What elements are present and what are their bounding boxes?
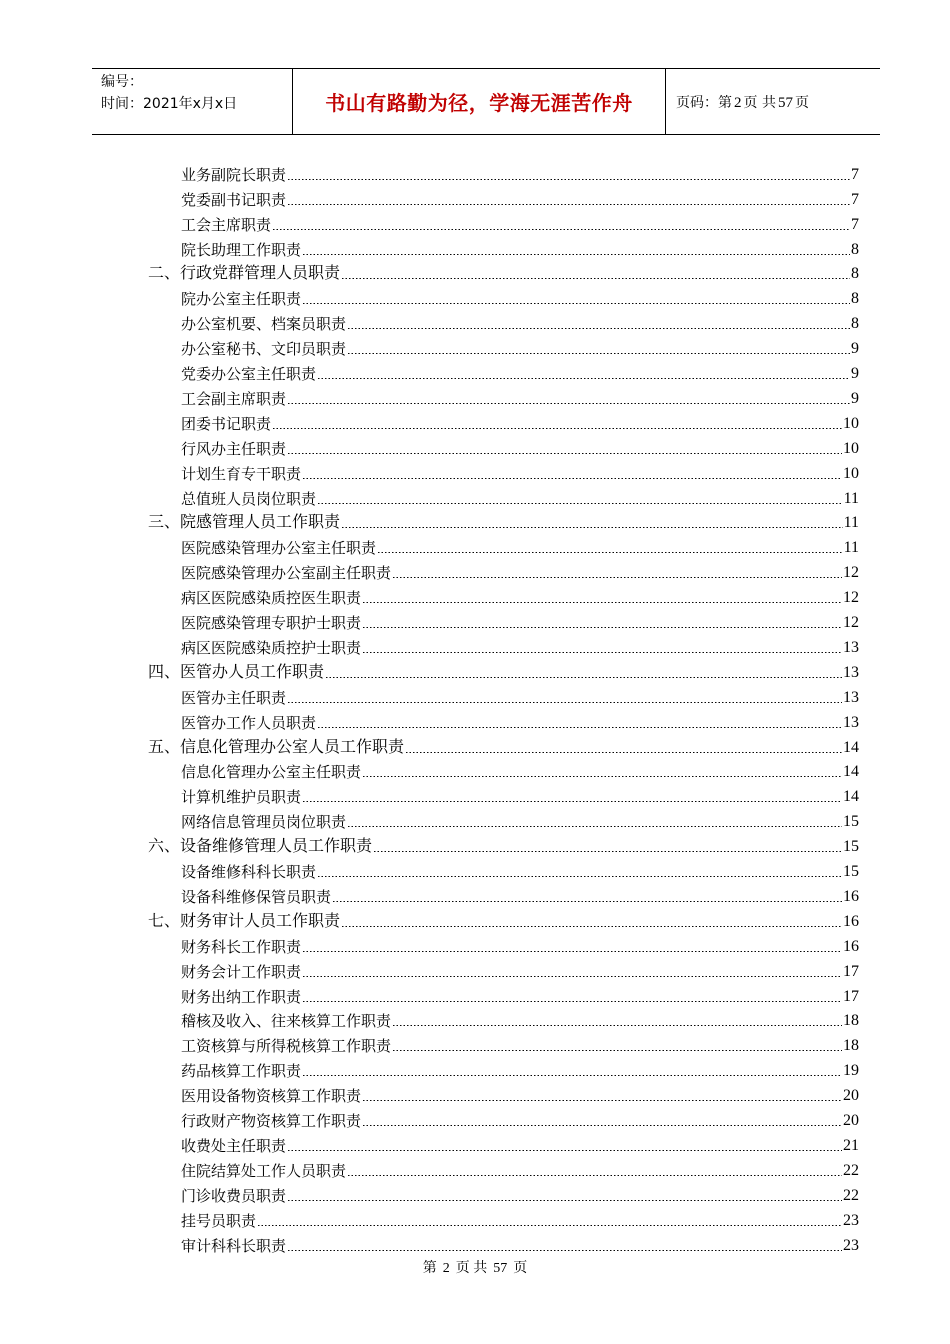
- toc-entry[interactable]: [181, 534, 859, 559]
- toc-dot-leader: [302, 478, 842, 479]
- toc-dot-leader: [302, 951, 842, 952]
- toc-entry-page-number: 15: [843, 813, 859, 831]
- toc-entry-page-number: 7: [851, 165, 859, 183]
- toc-entry-page-number: 12: [843, 589, 859, 607]
- toc-entry-page-number: 15: [843, 838, 859, 856]
- toc-entry[interactable]: [181, 1007, 859, 1032]
- toc-dot-leader: [325, 677, 842, 678]
- toc-entry-title: 院办公室主任职责: [181, 290, 302, 309]
- toc-entry-title: 计算机维护员职责: [181, 788, 302, 807]
- toc-entry-title: 业务副院长职责: [181, 165, 287, 184]
- header-page-cell: [666, 69, 880, 134]
- toc-entry[interactable]: [181, 957, 859, 982]
- toc-dot-leader: [392, 1050, 842, 1051]
- toc-dot-leader: [287, 179, 850, 180]
- toc-entry[interactable]: [181, 1081, 859, 1106]
- toc-dot-leader: [317, 378, 850, 379]
- toc-entry-page-number: 18: [843, 1012, 859, 1030]
- toc-entry-title: 病区医院感染质控医生职责: [181, 589, 362, 608]
- toc-entry[interactable]: [181, 857, 859, 882]
- toc-entry-page-number: 13: [843, 713, 859, 731]
- toc-entry[interactable]: [181, 1056, 859, 1081]
- toc-dot-leader: [317, 727, 842, 728]
- toc-entry-title: 党委办公室主任职责: [181, 365, 317, 384]
- toc-dot-leader: [392, 577, 842, 578]
- toc-dot-leader: [302, 303, 850, 304]
- toc-entry-title: 医管办工作人员职责: [181, 713, 317, 732]
- toc-dot-leader: [287, 204, 850, 205]
- toc-dot-leader: [302, 254, 850, 255]
- toc-entry-page-number: 11: [843, 489, 859, 507]
- toc-entry-title: 计划生育专干职责: [181, 464, 302, 483]
- toc-entry[interactable]: [181, 758, 859, 783]
- toc-entry[interactable]: [181, 583, 859, 608]
- toc-entry[interactable]: [181, 384, 859, 409]
- toc-entry-page-number: 18: [843, 1037, 859, 1055]
- toc-entry[interactable]: [181, 359, 859, 384]
- toc-dot-leader: [373, 851, 842, 852]
- toc-entry-page-number: 16: [843, 937, 859, 955]
- toc-entry[interactable]: [181, 783, 859, 808]
- toc-entry-page-number: 14: [843, 788, 859, 806]
- toc-entry-title: 财务科长工作职责: [181, 937, 302, 956]
- toc-entry-title: 门诊收费员职责: [181, 1186, 287, 1205]
- toc-entry-title: 工会主席职责: [181, 215, 272, 234]
- toc-entry-title: 财务出纳工作职责: [181, 987, 302, 1006]
- toc-dot-leader: [362, 602, 842, 603]
- toc-entry-page-number: 9: [851, 365, 859, 383]
- toc-entry-title: 医用设备物资核算工作职责: [181, 1087, 362, 1106]
- header-motto-cell: [293, 69, 666, 134]
- toc-entry[interactable]: [181, 608, 859, 633]
- document-number-label: 编号：: [101, 74, 143, 90]
- toc-entry-title: 七、财务审计人员工作职责: [148, 912, 341, 930]
- toc-section-entry[interactable]: [148, 658, 859, 683]
- toc-entry-page-number: 21: [843, 1136, 859, 1154]
- toc-entry-page-number: 13: [843, 688, 859, 706]
- toc-entry-page-number: 12: [843, 564, 859, 582]
- page-header-table: [92, 68, 880, 135]
- toc-entry[interactable]: [181, 285, 859, 310]
- toc-entry-page-number: 22: [843, 1161, 859, 1179]
- footer-page-number: 2: [442, 1261, 450, 1276]
- toc-entry-title: 六、设备维修管理人员工作职责: [148, 838, 373, 856]
- toc-entry[interactable]: [181, 185, 859, 210]
- toc-dot-leader: [347, 328, 850, 329]
- toc-entry-title: 医院感染管理办公室副主任职责: [181, 564, 392, 583]
- toc-entry[interactable]: [181, 1032, 859, 1057]
- toc-entry-title: 二、行政党群管理人员职责: [148, 265, 341, 283]
- toc-entry-title: 四、医管办人员工作职责: [148, 663, 325, 681]
- toc-entry-page-number: 23: [843, 1236, 859, 1254]
- toc-entry[interactable]: [181, 309, 859, 334]
- toc-dot-leader: [272, 229, 850, 230]
- toc-entry[interactable]: [181, 932, 859, 957]
- toc-entry[interactable]: [181, 1106, 859, 1131]
- toc-dot-leader: [287, 453, 842, 454]
- toc-entry[interactable]: [181, 683, 859, 708]
- toc-dot-leader: [287, 702, 842, 703]
- toc-entry-page-number: 7: [851, 190, 859, 208]
- toc-entry-title: 稽核及收入、往来核算工作职责: [181, 1012, 392, 1031]
- toc-entry-page-number: 23: [843, 1211, 859, 1229]
- toc-entry-title: 行政财产物资核算工作职责: [181, 1112, 362, 1131]
- toc-entry-page-number: 10: [843, 414, 859, 432]
- toc-entry-title: 五、信息化管理办公室人员工作职责: [148, 738, 405, 756]
- toc-entry-title: 行风办主任职责: [181, 439, 287, 458]
- toc-entry[interactable]: [181, 459, 859, 484]
- toc-entry-title: 总值班人员岗位职责: [181, 489, 317, 508]
- toc-entry[interactable]: [181, 1131, 859, 1156]
- toc-entry-title: 三、院感管理人员工作职责: [148, 514, 341, 532]
- toc-entry-page-number: 20: [843, 1112, 859, 1130]
- toc-entry-title: 医院感染管理专职护士职责: [181, 614, 362, 633]
- toc-section-entry[interactable]: [148, 832, 859, 857]
- toc-section-entry[interactable]: [148, 509, 859, 534]
- toc-dot-leader: [317, 503, 843, 504]
- toc-section-entry[interactable]: [148, 260, 859, 285]
- toc-entry[interactable]: [181, 334, 859, 359]
- toc-entry-title: 财务会计工作职责: [181, 962, 302, 981]
- toc-entry-title: 工会副主席职责: [181, 389, 287, 408]
- toc-entry-title: 工资核算与所得税核算工作职责: [181, 1037, 392, 1056]
- toc-entry-title: 设备维修科科长职责: [181, 863, 317, 882]
- toc-entry-page-number: 13: [843, 638, 859, 656]
- toc-dot-leader: [341, 926, 842, 927]
- toc-entry-page-number: 20: [843, 1087, 859, 1105]
- toc-section-entry[interactable]: [148, 733, 859, 758]
- toc-dot-leader: [392, 1025, 842, 1026]
- toc-entry-page-number: 14: [843, 763, 859, 781]
- toc-dot-leader: [287, 403, 850, 404]
- toc-entry-title: 设备科维修保管员职责: [181, 887, 332, 906]
- toc-entry-title: 医管办主任职责: [181, 688, 287, 707]
- toc-entry[interactable]: [181, 160, 859, 185]
- toc-entry-title: 医院感染管理办公室主任职责: [181, 539, 377, 558]
- toc-entry[interactable]: [181, 434, 859, 459]
- toc-entry-page-number: 16: [843, 912, 859, 930]
- toc-entry-page-number: 10: [843, 464, 859, 482]
- toc-dot-leader: [341, 527, 843, 528]
- toc-dot-leader: [302, 976, 842, 977]
- toc-entry-page-number: 11: [843, 539, 859, 557]
- toc-entry-title: 办公室机要、档案员职责: [181, 315, 347, 334]
- toc-entry[interactable]: [181, 1156, 859, 1181]
- toc-entry-page-number: 8: [851, 315, 859, 333]
- toc-entry-page-number: 13: [843, 663, 859, 681]
- toc-entry-page-number: 7: [851, 215, 859, 233]
- toc-entry-title: 病区医院感染质控护士职责: [181, 638, 362, 657]
- toc-entry[interactable]: [181, 1231, 859, 1256]
- toc-entry[interactable]: [181, 484, 859, 509]
- toc-entry-page-number: 11: [843, 514, 859, 532]
- toc-dot-leader: [347, 1175, 842, 1176]
- toc-entry-page-number: 16: [843, 887, 859, 905]
- toc-entry[interactable]: [181, 210, 859, 235]
- toc-dot-leader: [302, 801, 842, 802]
- toc-entry-page-number: 17: [843, 962, 859, 980]
- toc-section-entry[interactable]: [148, 907, 859, 932]
- toc-dot-leader: [362, 652, 842, 653]
- toc-entry[interactable]: [181, 1206, 859, 1231]
- toc-dot-leader: [272, 428, 842, 429]
- header-motto: 书山有路勤为径，学海无涯苦作舟: [325, 91, 633, 115]
- toc-dot-leader: [362, 1125, 842, 1126]
- toc-dot-leader: [377, 552, 843, 553]
- toc-dot-leader: [341, 278, 850, 279]
- toc-entry-title: 住院结算处工作人员职责: [181, 1161, 347, 1180]
- toc-dot-leader: [257, 1225, 842, 1226]
- toc-dot-leader: [362, 1100, 842, 1101]
- toc-entry[interactable]: [181, 807, 859, 832]
- toc-dot-leader: [317, 876, 842, 877]
- toc-dot-leader: [362, 776, 842, 777]
- toc-entry-page-number: 19: [843, 1062, 859, 1080]
- toc-entry-page-number: 9: [851, 389, 859, 407]
- toc-entry-title: 团委书记职责: [181, 414, 272, 433]
- toc-entry-title: 收费处主任职责: [181, 1136, 287, 1155]
- toc-entry-title: 审计科科长职责: [181, 1236, 287, 1255]
- toc-entry-page-number: 12: [843, 614, 859, 632]
- page-footer: 第 2 页 共 57 页: [422, 1261, 528, 1276]
- toc-entry[interactable]: [181, 409, 859, 434]
- toc-dot-leader: [287, 1150, 842, 1151]
- toc-entry-page-number: 22: [843, 1186, 859, 1204]
- toc-dot-leader: [302, 1075, 842, 1076]
- toc-entry-title: 办公室秘书、文印员职责: [181, 340, 347, 359]
- toc-entry[interactable]: [181, 1181, 859, 1206]
- toc-entry-page-number: 17: [843, 987, 859, 1005]
- document-time-label: 时间：2021年x月x日: [101, 96, 238, 112]
- toc-dot-leader: [287, 1250, 842, 1251]
- toc-dot-leader: [332, 901, 842, 902]
- header-page-number: 2: [734, 94, 742, 111]
- toc-entry-page-number: 9: [851, 340, 859, 358]
- toc-dot-leader: [287, 1200, 842, 1201]
- toc-entry-title: 挂号员职责: [181, 1211, 257, 1230]
- toc-dot-leader: [347, 826, 842, 827]
- footer-page-total: 57: [493, 1261, 508, 1276]
- toc-entry-title: 药品核算工作职责: [181, 1062, 302, 1081]
- toc-entry-title: 党委副书记职责: [181, 190, 287, 209]
- toc-entry-page-number: 14: [843, 738, 859, 756]
- toc-entry[interactable]: [181, 708, 859, 733]
- toc-entry[interactable]: [181, 558, 859, 583]
- toc-dot-leader: [347, 353, 850, 354]
- toc-entry-page-number: 15: [843, 863, 859, 881]
- toc-entry[interactable]: [181, 882, 859, 907]
- toc-entry[interactable]: [181, 235, 859, 260]
- toc-entry-page-number: 8: [851, 240, 859, 258]
- toc-entry[interactable]: [181, 633, 859, 658]
- toc-dot-leader: [362, 627, 842, 628]
- toc-entry-title: 院长助理工作职责: [181, 240, 302, 259]
- toc-entry[interactable]: [181, 982, 859, 1007]
- toc-entry-title: 信息化管理办公室主任职责: [181, 763, 362, 782]
- header-page-code: 页码：第 2 页 共 57 页: [676, 94, 809, 111]
- toc-entry-title: 网络信息管理员岗位职责: [181, 813, 347, 832]
- toc-entry-page-number: 8: [851, 290, 859, 308]
- header-meta-cell: [92, 69, 293, 134]
- header-page-total: 57: [777, 94, 793, 111]
- toc-dot-leader: [302, 1001, 842, 1002]
- toc-dot-leader: [405, 752, 842, 753]
- toc-entry-page-number: 8: [851, 265, 859, 283]
- toc-entry-page-number: 10: [843, 439, 859, 457]
